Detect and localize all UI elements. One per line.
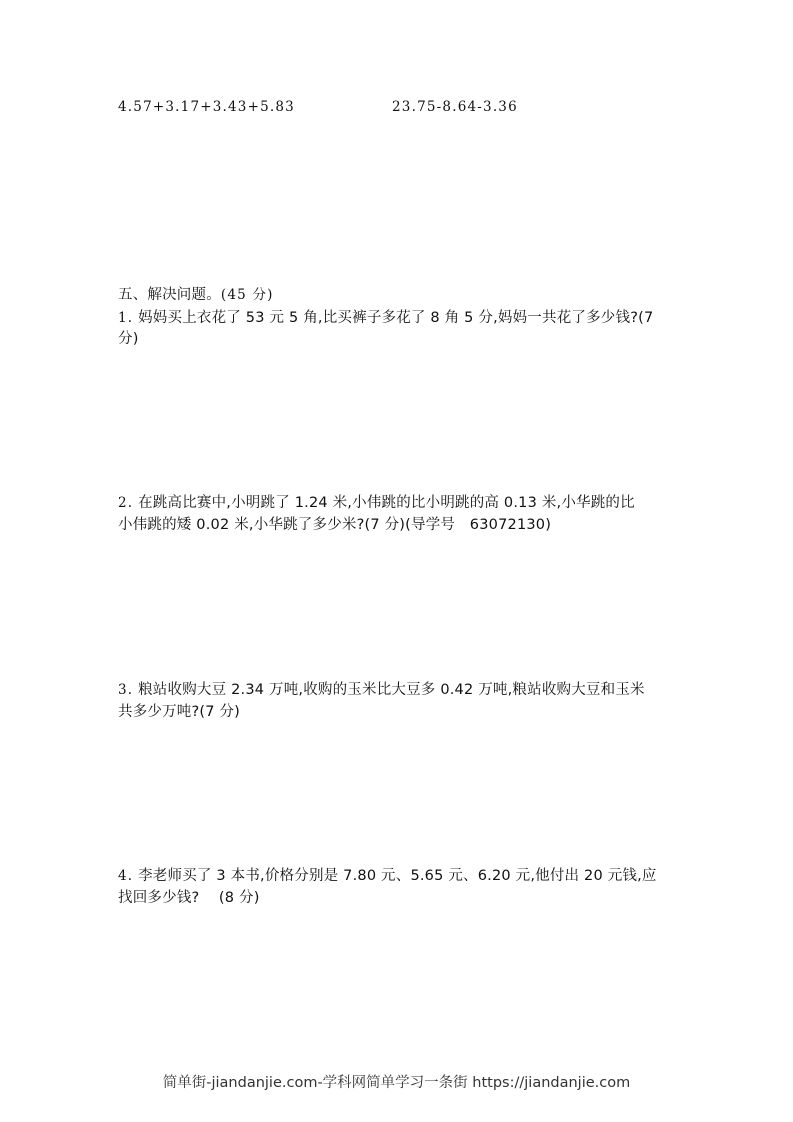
problem-3-line-1 bbox=[118, 680, 645, 700]
problem-1-text-1: 妈妈买上衣花了 53 元 5 角,比买裤子多花了 8 角 5 分,妈妈一共花了多少钱?(7 bbox=[138, 310, 654, 326]
problem-3-text-1: 粮站收购大豆 2.34 万吨,收购的玉米比大豆多 0.42 万吨,粮站收购大豆和玉米 bbox=[138, 682, 645, 698]
section-heading-title: 五、解决问题。 bbox=[118, 287, 221, 303]
problem-1-number: 1. bbox=[118, 310, 134, 326]
problem-4-line-1 bbox=[118, 866, 657, 886]
problem-2-text-1: 在跳高比赛中,小明跳了 1.24 米,小伟跳的比小明跳的高 0.13 米,小华跳的比 bbox=[138, 495, 635, 511]
problem-2-line-1 bbox=[118, 493, 635, 513]
problem-2-line-2 bbox=[118, 515, 551, 535]
problem-4-line-2 bbox=[118, 888, 260, 908]
problem-3-number: 3. bbox=[118, 682, 134, 698]
section-heading-score: (45 分) bbox=[220, 287, 274, 303]
problem-2-text-2: 小伟跳的矮 0.02 米,小华跳了多少米?(7 分)(导学号 63072130) bbox=[118, 517, 552, 533]
problem-1-line-1 bbox=[118, 308, 653, 328]
problem-3-line-2 bbox=[118, 702, 240, 722]
calc-expression-right: 23.75-8.64-3.36 bbox=[392, 99, 518, 115]
problem-4-text-1: 李老师买了 3 本书,价格分别是 7.80 元、5.65 元、6.20 元,他付出 20 元钱,应 bbox=[138, 868, 657, 884]
problem-3-text-2: 共多少万吨?(7 分) bbox=[118, 704, 241, 720]
problem-4-number: 4. bbox=[118, 868, 134, 884]
calc-expression-left: 4.57+3.17+3.43+5.83 bbox=[118, 99, 295, 115]
footer-watermark: 简单街-jiandanjie.com-学科网简单学习一条街 https://jiandanjie.com bbox=[162, 1075, 631, 1091]
problem-4-text-2: 找回多少钱? (8 分) bbox=[118, 890, 260, 906]
section-heading bbox=[118, 285, 274, 305]
problem-2-number: 2. bbox=[118, 495, 134, 511]
problem-1-text-2: 分) bbox=[118, 331, 139, 347]
problem-1-line-2 bbox=[118, 329, 139, 349]
